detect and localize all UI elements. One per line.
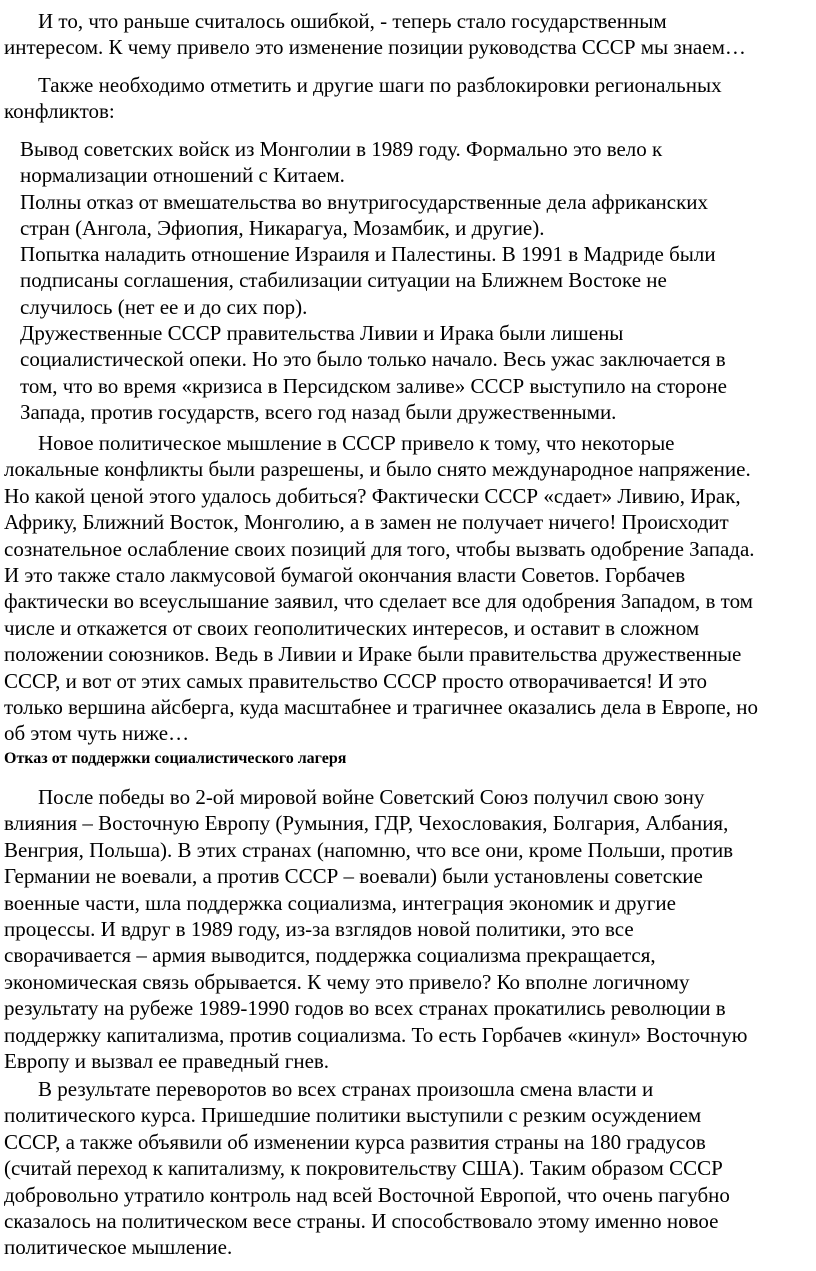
text-line: Также необходимо отметить и другие шаги по разблокировки региональных (38, 73, 722, 97)
text-line: Европу и вызвал ее праведный гнев. (4, 1049, 330, 1074)
text-line: Полны отказ от вмешательства во внутригосударственные дела африканских (20, 190, 709, 214)
text-line: поддержку капитализма, против социализма. То есть Горбачев «кинул» Восточную (4, 1022, 748, 1047)
text-line: социалистической опеки. Но это было только начало. Весь ужас заключается в (20, 347, 726, 372)
text-line: Германии не воевали, а против СССР – воевали) были установлены советские (4, 864, 703, 889)
text-line: положении союзников. Ведь в Ливии и Ираке были правительства дружественные (4, 642, 742, 667)
text-line: военные части, шла поддержка социализма, интеграция экономик и другие (4, 890, 676, 915)
text-line: Но какой ценой этого удалось добиться? Фактически СССР «сдает» Ливию, Ирак, (4, 483, 741, 508)
text-line: И это также стало лакмусовой бумагой окончания власти Советов. Горбачев (4, 563, 686, 588)
text-line: интересом. К чему привело это изменение позиции руководства СССР мы знаем… (4, 35, 746, 60)
paragraph-4 (4, 784, 810, 1074)
paragraph-3 (4, 430, 810, 747)
text-line: сворачивается – армия выводится, поддержка социализма прекращается, (4, 943, 656, 968)
text-line: Дружественные СССР правительства Ливии и Ирака были лишены (20, 321, 624, 345)
text-line: экономическая связь обрывается. К чему это привело? Ко вполне логичному (4, 969, 690, 994)
text-line: процессы. И вдруг в 1989 году, из-за взглядов новой политики, это все (4, 917, 634, 942)
text-line: сказалось на политическом весе страны. И способствовало этому именно новое (4, 1209, 719, 1234)
paragraph-5 (4, 1076, 810, 1261)
section-heading: Отказ от поддержки социалистического лагеря (4, 750, 347, 767)
list-item (20, 241, 810, 320)
text-line: фактически во всеуслышание заявил, что сделает все для одобрения Западом, в том (4, 589, 753, 614)
paragraph-1 (4, 8, 810, 61)
text-line: том, что во время «кризиса в Персидском заливе» СССР выступило на стороне (20, 373, 727, 398)
text-line: Новое политическое мышление в СССР привело к тому, что некоторые (38, 431, 675, 455)
text-line: И то, что раньше считалось ошибкой, - теперь стало государственным (38, 9, 667, 33)
text-line: нормализации отношений с Китаем. (20, 163, 345, 188)
text-line: Африку, Ближний Восток, Монголию, а в замен не получает ничего! Происходит (4, 510, 729, 535)
text-line: политическое мышление. (4, 1235, 233, 1260)
text-line: Попытка наладить отношение Израиля и Палестины. В 1991 в Мадриде были (20, 242, 716, 266)
text-line: (считай переход к капитализму, к покровительству США). Таким образом СССР (4, 1156, 723, 1181)
text-line: влияния – Восточную Европу (Румыния, ГДР, Чехословакия, Болгария, Албания, (4, 811, 729, 836)
text-line: конфликтов: (4, 99, 115, 124)
paragraph-2 (4, 72, 810, 125)
list-item (20, 320, 810, 426)
text-line: Вывод советских войск из Монголии в 1989 году. Формально это вело к (20, 137, 663, 161)
text-line: локальные конфликты были разрешены, и было снято международное напряжение. (4, 457, 751, 482)
text-line: После победы во 2-ой мировой войне Советский Союз получил свою зону (38, 785, 705, 809)
text-line: Венгрия, Польша). В этих странах (напомню, что все они, кроме Польши, против (4, 837, 734, 862)
text-line: числе и откажется от своих геополитических интересов, и оставит в сложном (4, 615, 700, 640)
list-item (20, 136, 810, 189)
text-line: политического курса. Пришедшие политики выступили с резким осуждением (4, 1103, 702, 1128)
text-line: случилось (нет ее и до сих пор). (20, 294, 308, 319)
text-line: только вершина айсберга, куда масштабнее и трагичнее оказались дела в Европе, но (4, 695, 758, 720)
text-line: СССР, а также объявили об изменении курса развития страны на 180 градусов (4, 1129, 706, 1154)
text-line: В результате переворотов во всех странах произошла смена власти и (38, 1077, 654, 1101)
text-line: подписаны соглашения, стабилизации ситуации на Ближнем Востоке не (20, 268, 667, 293)
text-line: результату на рубеже 1989-1990 годов во всех странах прокатились революции в (4, 996, 726, 1021)
text-line: стран (Ангола, Эфиопия, Никарагуа, Мозамбик, и другие). (20, 216, 545, 241)
text-line: об этом чуть ниже… (4, 721, 190, 746)
list-item (20, 189, 810, 242)
text-line: Запада, против государств, всего год назад были дружественными. (20, 400, 617, 425)
text-line: добровольно утратило контроль над всей Восточной Европой, что очень пагубно (4, 1182, 730, 1207)
text-line: СССР, и вот от этих самых правительство СССР просто отворачивается! И это (4, 668, 708, 693)
text-line: сознательное ослабление своих позиций для того, чтобы вызвать одобрение Запада. (4, 536, 755, 561)
